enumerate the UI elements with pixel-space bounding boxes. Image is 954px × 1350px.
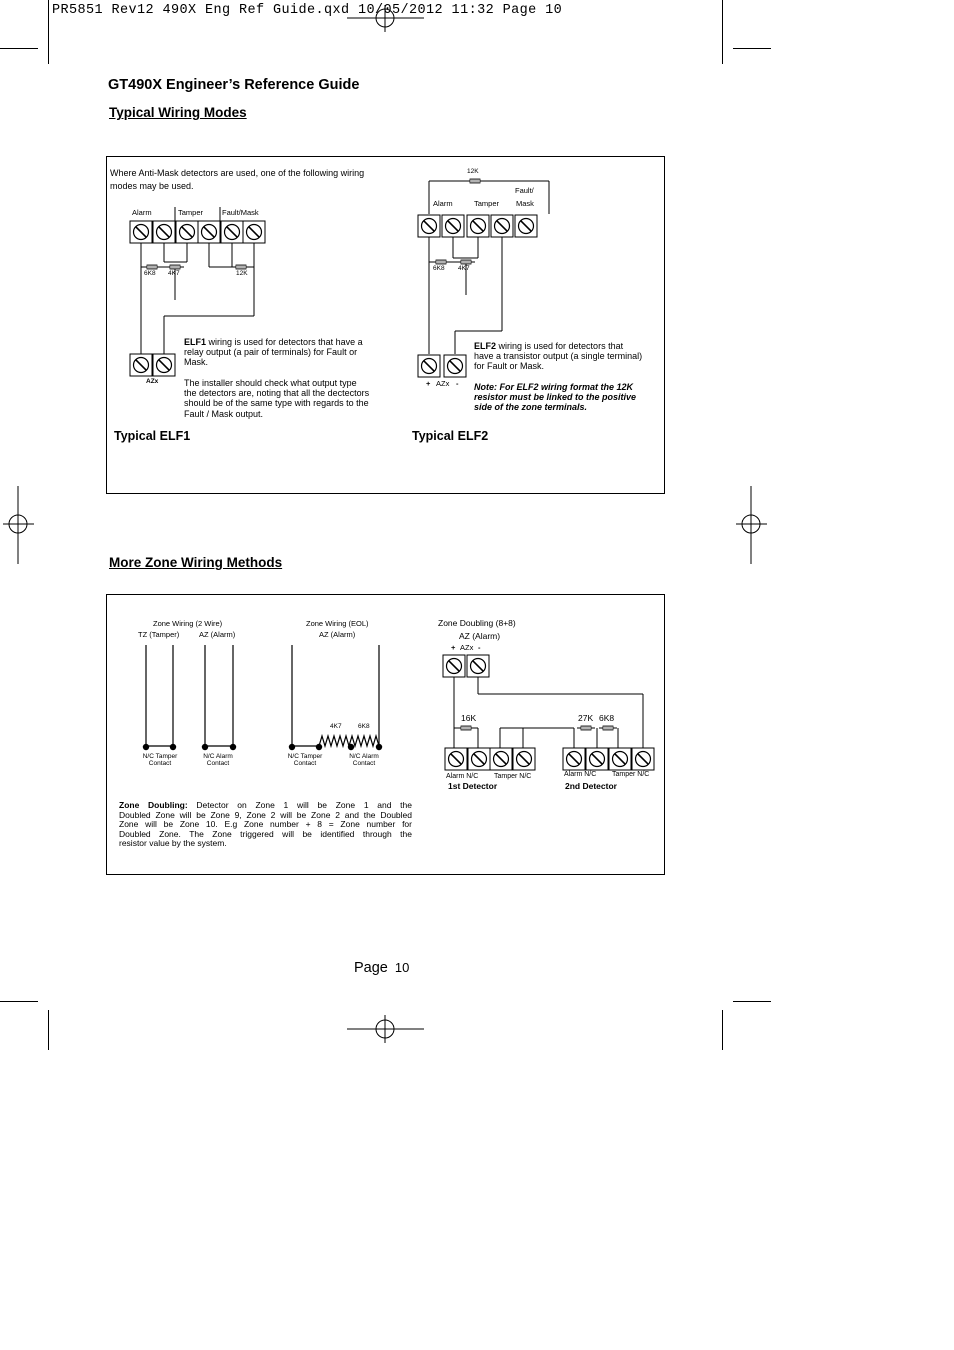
zone-label: AZx (436, 379, 450, 388)
zone-doubling-text: Zone will be Zone 10. E.g Zone number + 8 = Zone number for (119, 819, 412, 830)
resistor-label: 6K8 (599, 713, 615, 723)
detector-terminal-label: Alarm N/C (446, 773, 479, 780)
elf2-note-text: resistor must be linked to the positive (474, 392, 637, 403)
detector-terminal-label: Tamper N/C (494, 773, 532, 780)
terminal-label-alarm: Alarm (132, 208, 152, 217)
detector-name: 2nd Detector (565, 781, 617, 791)
zone-doubling-text: Detector on Zone 1 will be Zone 1 and the (187, 800, 412, 810)
elf2-caption: Typical ELF2 (412, 429, 489, 443)
elf2-note-text: side of the zone terminals. (474, 402, 588, 413)
elf2-desc-text: wiring is used for detectors that (496, 341, 624, 351)
two-wire-az-label: AZ (Alarm) (199, 630, 236, 639)
contact-label-line: N/C Tamper (142, 753, 178, 760)
resistor-label: 4K7 (168, 270, 180, 277)
zone-doubling-text: Doubled Zone. The Zone triggered will be identified through the (119, 828, 412, 839)
contact-label-line: N/C Tamper (287, 753, 323, 760)
zone-minus-label: - (456, 379, 459, 388)
resistor-label: 12K (236, 270, 248, 277)
zone-doubling-bold: Zone Doubling: (119, 800, 188, 810)
elf1-desc-text: relay output (a pair of terminals) for Fault or (184, 347, 358, 358)
two-wire-tz-label: TZ (Tamper) (138, 630, 180, 639)
zone-plus-label: + (426, 379, 431, 388)
print-slug-line: PR5851 Rev12 490X Eng Ref Guide.qxd 10/05/2012 11:32 Page 10 (52, 3, 563, 18)
elf1-desc-text: Mask. (184, 357, 209, 368)
contact-label (342, 753, 386, 768)
zone-label: AZx (146, 378, 159, 385)
resistor-label: 12K (467, 168, 479, 175)
elf2-bold-label: ELF2 (474, 341, 497, 351)
elf1-note-text: should be of the same type with regards to the (184, 398, 369, 409)
contact-label-line: Contact (206, 760, 230, 768)
resistor-label: 4K7 (330, 723, 342, 730)
detector-terminal-label: Tamper N/C (612, 771, 650, 778)
two-wire-title: Zone Wiring (2 Wire) (153, 619, 223, 628)
page-number (354, 960, 409, 976)
terminal-label-mask: Mask (516, 199, 534, 208)
detector-terminal-label: Alarm N/C (564, 771, 597, 778)
elf2-desc-text: have a transistor output (a single terminal) (474, 351, 643, 362)
eol-title: Zone Wiring (EOL) (306, 619, 369, 628)
contact-label-line: N/C Alarm (203, 753, 233, 760)
contact-label (138, 753, 182, 768)
wiring-intro-text: modes may be used. (110, 181, 194, 191)
contact-label-line: Contact (293, 760, 317, 768)
wiring-intro-text: Where Anti-Mask detectors are used, one of the following wiring (110, 168, 365, 178)
terminal-label-fault-mask: Fault/Mask (222, 208, 259, 217)
elf1-caption: Typical ELF1 (114, 429, 191, 443)
page-word: Page (354, 960, 388, 976)
page-number-value: 10 (394, 960, 410, 975)
eol-az-label: AZ (Alarm) (319, 630, 356, 639)
contact-label (283, 753, 327, 768)
resistor-label: 27K (578, 713, 594, 723)
resistor-label: 6K8 (358, 723, 370, 730)
terminal-label-tamper: Tamper (474, 199, 500, 208)
zone-plus-label: + (451, 643, 456, 652)
zone-label: AZx (460, 643, 474, 652)
terminal-label-alarm: Alarm (433, 199, 453, 208)
elf1-note-text: Fault / Mask output. (184, 408, 264, 419)
zone-doubling-text: resistor value by the system. (119, 838, 227, 849)
elf2-note-text: Note: For ELF2 wiring format the 12K (474, 382, 634, 392)
resistor-label: 16K (461, 713, 477, 723)
doubling-az-label: AZ (Alarm) (459, 631, 501, 641)
resistor-label: 6K8 (433, 265, 445, 272)
terminal-label-tamper: Tamper (178, 208, 204, 217)
elf1-note-text: The installer should check what output type (184, 378, 357, 388)
elf1-bold-label: ELF1 (184, 337, 207, 347)
elf2-desc-text: for Fault or Mask. (474, 361, 545, 372)
contact-label-line: Contact (352, 760, 376, 768)
resistor-label: 6K8 (144, 270, 156, 277)
zone-doubling-explanation (119, 801, 412, 849)
section-heading-zone-wiring: More Zone Wiring Methods (109, 555, 283, 570)
elf1-note-text: the detectors are, noting that all the dectectors (184, 388, 370, 399)
resistor-label: 4K7 (458, 265, 470, 272)
section-heading-wiring-modes: Typical Wiring Modes (109, 105, 247, 120)
zone-minus-label: - (478, 643, 481, 652)
page-title: GT490X Engineer’s Reference Guide (108, 77, 360, 93)
zone-doubling-text: Doubled Zone will be Zone 9, Zone 2 will be Zone 2 and the Doubled (119, 809, 412, 820)
terminal-label-fault: Fault/ (515, 186, 534, 195)
contact-label-line: N/C Alarm (349, 753, 379, 760)
contact-label-line: Contact (148, 760, 172, 768)
contact-label (196, 753, 240, 768)
doubling-title: Zone Doubling (8+8) (438, 618, 516, 628)
elf1-desc-text: wiring is used for detectors that have a (206, 337, 363, 347)
detector-name: 1st Detector (448, 781, 498, 791)
